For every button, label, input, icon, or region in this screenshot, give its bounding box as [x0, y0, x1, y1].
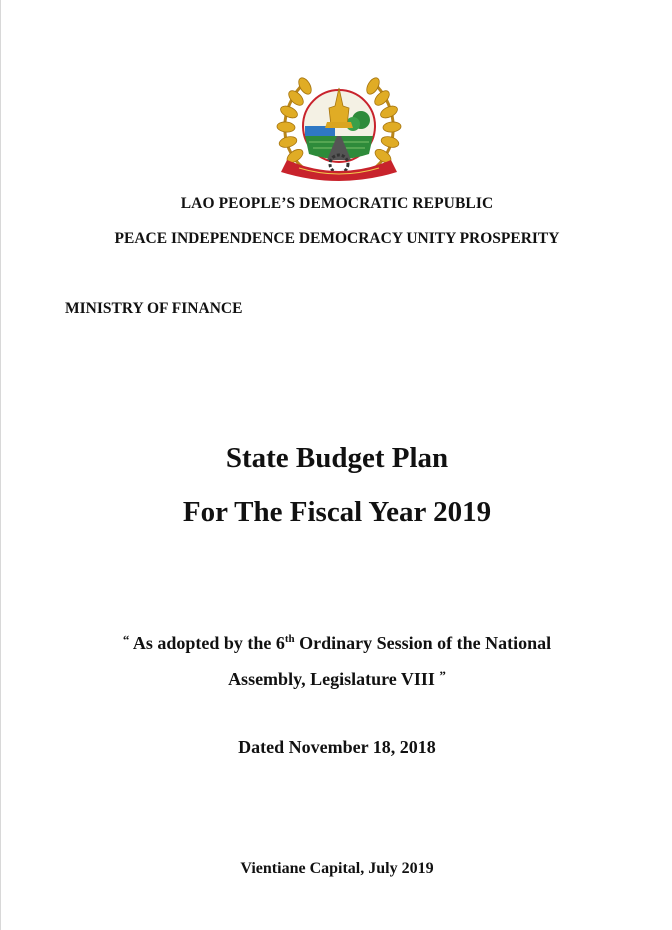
adoption-statement-line1	[1, 632, 672, 654]
close-quote: ”	[439, 668, 446, 683]
national-emblem-icon	[269, 64, 409, 186]
document-subtitle: For The Fiscal Year 2019	[182, 496, 492, 528]
ordinal-suffix: th	[284, 633, 295, 645]
place-and-date: Vientiane Capital, July 2019	[240, 860, 434, 877]
ministry-name: MINISTRY OF FINANCE	[65, 300, 243, 317]
country-name: LAO PEOPLE’S DEMOCRATIC REPUBLIC	[180, 195, 494, 212]
open-quote: “	[122, 632, 130, 647]
adoption-statement-line2	[1, 668, 672, 690]
adoption-text-b: Ordinary Session of the National	[294, 633, 552, 653]
national-motto: PEACE INDEPENDENCE DEMOCRACY UNITY PROSPERITY	[114, 230, 560, 247]
document-title: State Budget Plan	[225, 442, 449, 474]
adoption-line2-text: Assembly, Legislature VIII	[228, 669, 435, 689]
adoption-date: Dated November 18, 2018	[238, 737, 436, 757]
adoption-text-a: As adopted by the 6	[132, 633, 285, 653]
